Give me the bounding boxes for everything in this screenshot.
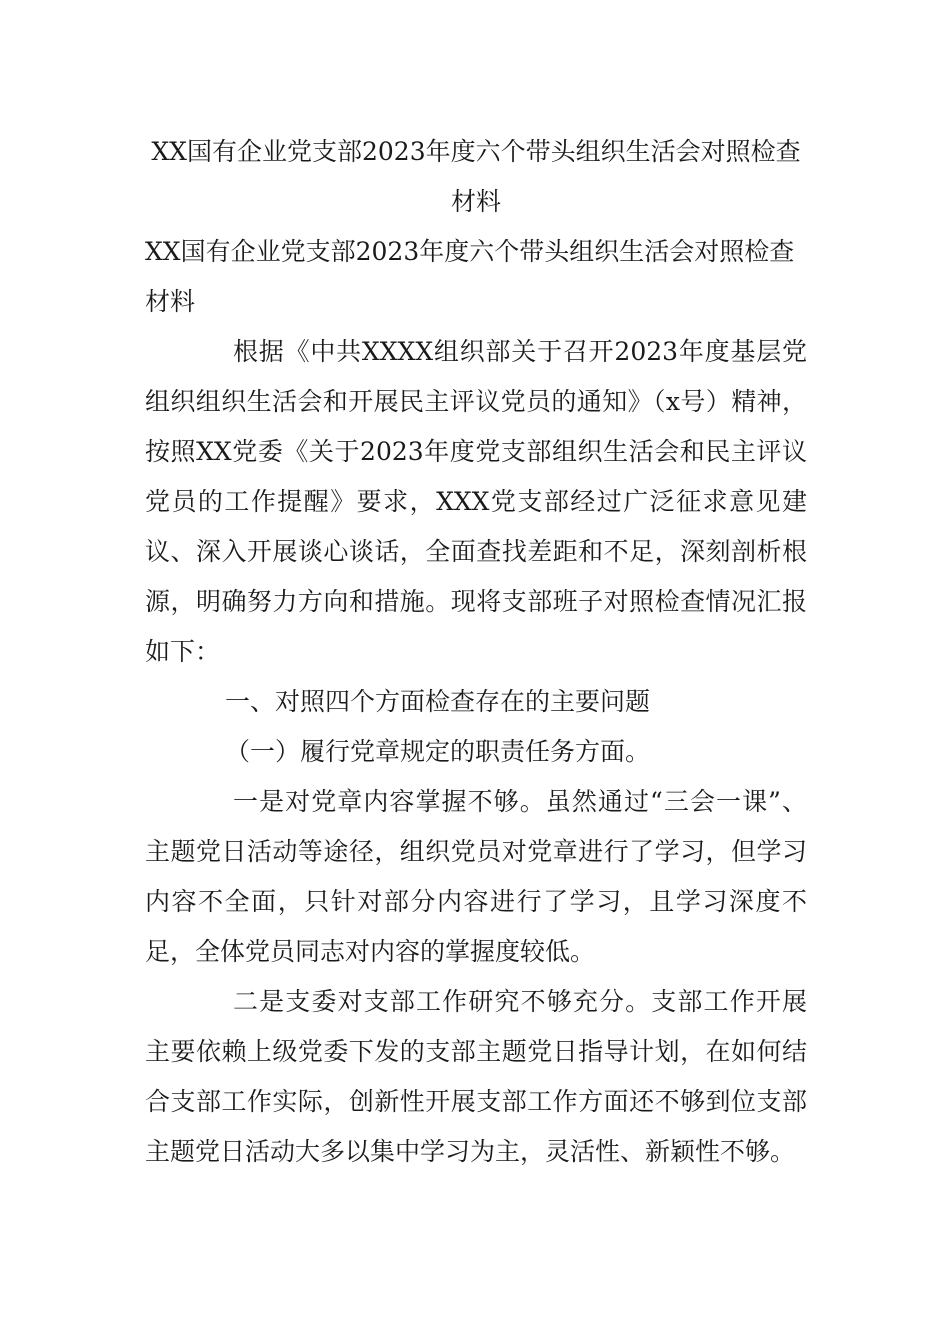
point-2-paragraph: 二是支委对支部工作研究不够充分。支部工作开展主要依赖上级党委下发的支部主题党日指导计划，在如何结合支部工作实际，创新性开展支部工作方面还不够到位支部主题党日活动大多以集中学习为主，灵活性、新颖性不够。	[145, 987, 807, 1166]
document-title: XX国有企业党支部2023年度六个带头组织生活会对照检查材料	[151, 137, 801, 216]
subsection-heading: （一）履行党章规定的职责任务方面。	[225, 737, 651, 766]
intro-paragraph: 根据《中共XXXX组织部关于召开2023年度基层党组织组织生活会和开展民主评议党员的通知》（x号）精神，按照XX党委《关于2023年度党支部组织生活会和民主评议党员的工作提醒》要求，XXX党支部经过广泛征求意见建议、深入开展谈心谈话，全面查找差距和不足，深刻剖析根源，明确努力方向和措施。现将支部班子对照检查情况汇报如下：	[145, 337, 807, 666]
document-subtitle: XX国有企业党支部2023年度六个带头组织生活会对照检查材料	[145, 237, 795, 316]
document-page	[145, 127, 807, 1177]
point-1-paragraph: 一是对党章内容掌握不够。虽然通过“三会一课”、主题党日活动等途径，组织党员对党章进行了学习，但学习内容不全面，只针对部分内容进行了学习，且学习深度不足，全体党员同志对内容的掌握度较低。	[145, 787, 807, 966]
section-heading: 一、对照四个方面检查存在的主要问题	[225, 687, 651, 716]
